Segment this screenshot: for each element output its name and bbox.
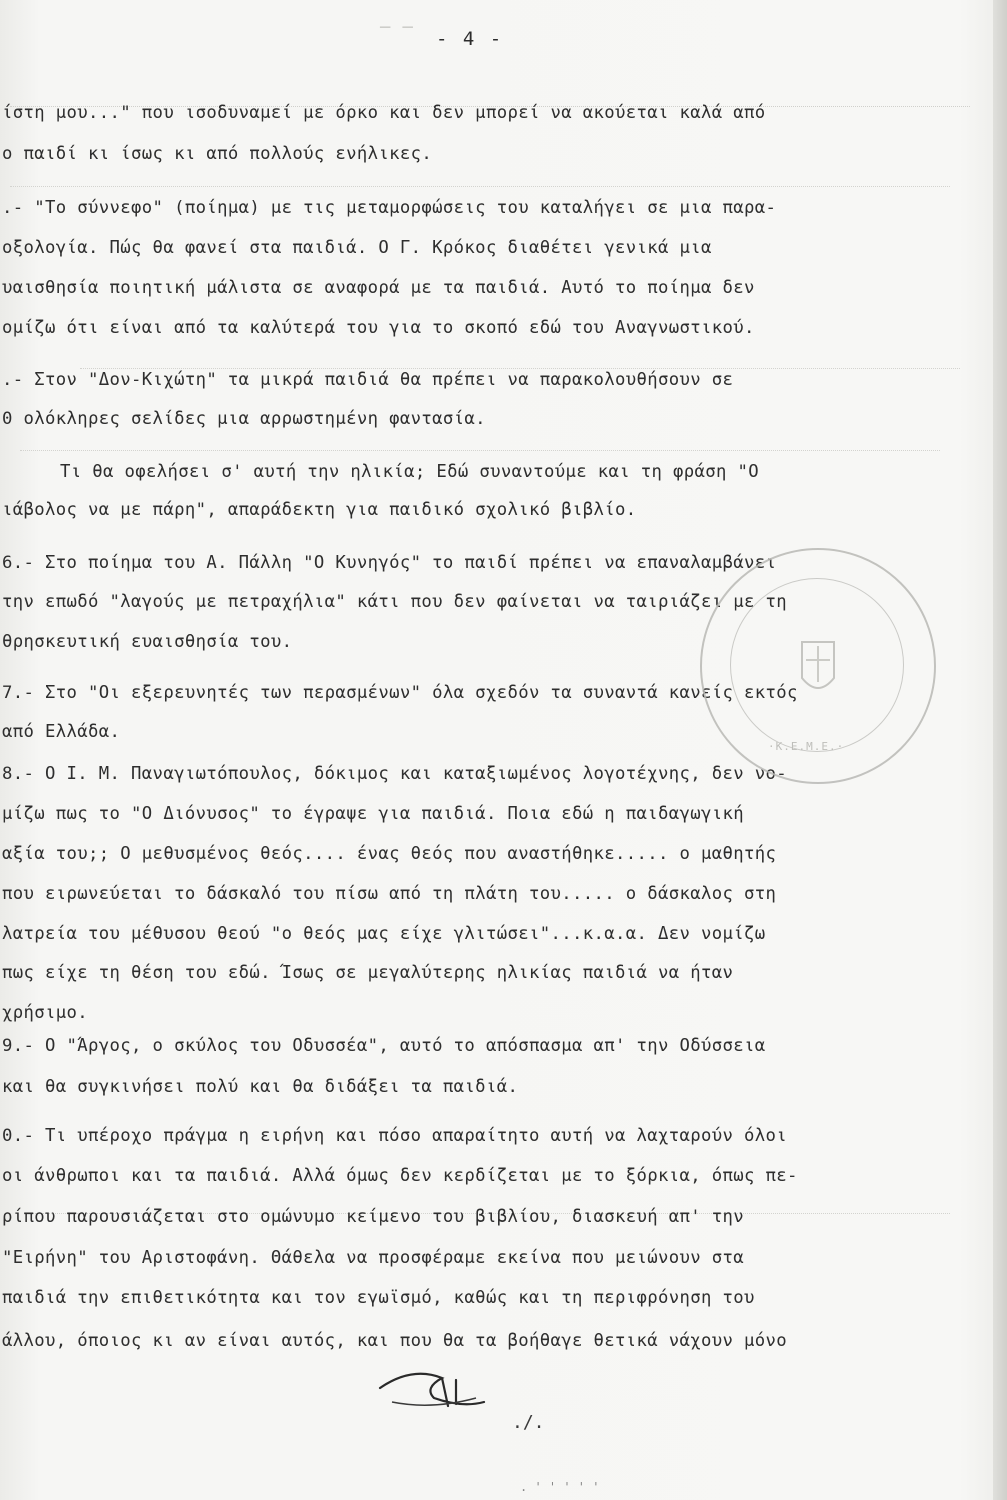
continuation-mark: ./. <box>512 1412 545 1433</box>
text-line: 9.- Ο "Άργος, ο σκύλος του Οδυσσέα", αυτό το απόσπασμα απ' την Οδύσσεια <box>2 1036 766 1056</box>
bleed-through-line <box>80 350 960 369</box>
text-line: .- Στον "Δον-Κιχώτη" τα μικρά παιδιά θα πρέπει να παρακολουθήσουν σε <box>2 370 734 390</box>
text-line: 7.- Στο "Οι εξερευνητές των περασμένων" όλα σχεδόν τα συναντά κανείς εκτός <box>2 683 798 703</box>
bleed-through-line <box>20 432 940 451</box>
text-line: υαισθησία ποιητική μάλιστα σε αναφορά με τα παιδιά. Αυτό το ποίημα δεν <box>2 278 755 298</box>
page-binding-edge <box>993 0 1007 1500</box>
text-line: "Ειρήνη" του Αριστοφάνη. Θάθελα να προσφέραμε εκείνα που μειώνουν στα <box>2 1248 745 1268</box>
text-line: ιάβολος να με πάρη", απαράδεκτη για παιδικό σχολικό βιβλίο. <box>2 500 637 520</box>
text-line: οξολογία. Πώς θα φανεί στα παιδιά. Ο Γ. Κρόκος διαθέτει γενικά μια <box>2 238 712 258</box>
stamp-label: ·Κ.Ε.Μ.Ε.· <box>768 740 845 753</box>
text-line: 6.- Στο ποίημα του Α. Πάλλη "Ο Κυνηγός" το παιδί πρέπει να επαναλαμβάνει <box>2 553 777 573</box>
text-line: πως είχε τη θέση του εδώ. Ίσως σε μεγαλύτερης ηλικίας παιδιά να ήταν <box>2 963 734 983</box>
text-line: ρίπου παρουσιάζεται στο ομώνυμο κείμενο του βιβλίου, διασκευή απ' την <box>2 1207 745 1227</box>
text-line: από Ελλάδα. <box>2 722 121 742</box>
text-line: που ειρωνεύεται το δάσκαλό του πίσω από τη πλάτη του..... ο δάσκαλος στη <box>2 884 777 904</box>
page-number: - 4 - <box>436 28 504 50</box>
text-line: λατρεία του μέθυσου θεού "ο θεός μας είχε γλιτώσει"...κ.α.α. Δεν νομίζω <box>2 924 766 944</box>
bleed-through-mark: ─ ─ <box>380 18 414 38</box>
text-line: θρησκευτική ευαισθησία του. <box>2 632 293 652</box>
text-line: οι άνθρωποι και τα παιδιά. Αλλά όμως δεν κερδίζεται με το ξόρκια, όπως πε- <box>2 1166 798 1186</box>
text-line: 8.- Ο Ι. Μ. Παναγιωτόπουλος, δόκιμος και καταξιωμένος λογοτέχνης, δεν νο- <box>2 764 788 784</box>
text-line: 0.- Τι υπέροχο πράγμα η ειρήνη και πόσο απαραίτητο αυτή να λαχταρούν όλοι <box>2 1126 788 1146</box>
official-stamp <box>700 548 936 784</box>
text-line: άλλου, όποιος κι αν είναι αυτός, και που θα τα βοήθαγε θετικά νάχουν μόνο <box>2 1331 788 1351</box>
text-line: χρήσιμο. <box>2 1003 89 1023</box>
text-line: ο παιδί κι ίσως κι από πολλούς ενήλικες. <box>2 144 433 164</box>
footer-marks: . ' ' ' ' ' <box>520 1480 600 1494</box>
handwritten-signature <box>372 1358 492 1418</box>
text-line: την επωδό "λαγούς με πετραχήλια" κάτι που δεν φαίνεται να ταιριάζει με τη <box>2 592 788 612</box>
text-line: 0 ολόκληρες σελίδες μια αρρωστημένη φαντασία. <box>2 409 486 429</box>
text-line: .- "Το σύννεφο" (ποίημα) με τις μεταμορφώσεις του καταλήγει σε μια παρα- <box>2 198 777 218</box>
text-line: Τι θα οφελήσει σ' αυτή την ηλικία; Εδώ συναντούμε και τη φράση "Ο <box>60 462 760 482</box>
text-line: ομίζω ότι είναι από τα καλύτερά του για το σκοπό εδώ του Αναγνωστικού. <box>2 318 755 338</box>
text-line: παιδιά την επιθετικότητα και τον εγωϊσμό, καθώς και τη περιφρόνηση του <box>2 1288 755 1308</box>
text-line: ίστη μου..." που ισοδυναμεί με όρκο και δεν μπορεί να ακούεται καλά από <box>2 103 766 123</box>
bleed-through-line <box>10 168 950 187</box>
text-line: αξία του;; Ο μεθυσμένος θεός.... ένας θεός που αναστήθηκε..... ο μαθητής <box>2 844 777 864</box>
text-line: και θα συγκινήσει πολύ και θα διδάξει τα παιδιά. <box>2 1077 519 1097</box>
text-line: μίζω πως το "Ο Διόνυσος" το έγραψε για παιδιά. Ποια εδώ η παιδαγωγική <box>2 804 745 824</box>
